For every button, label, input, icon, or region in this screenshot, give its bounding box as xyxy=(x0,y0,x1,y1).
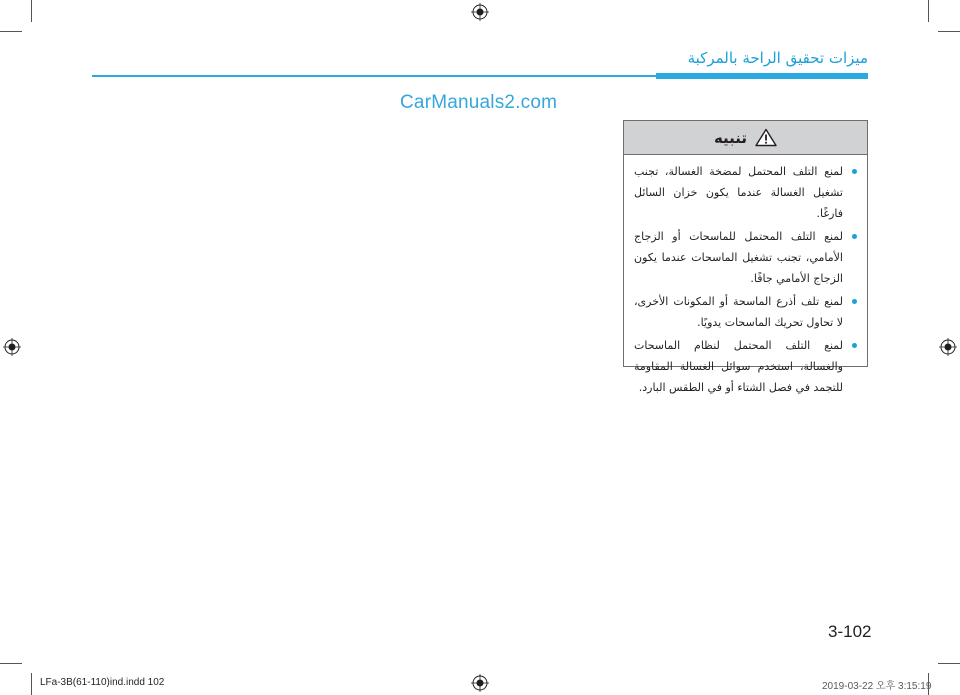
registration-mark-icon xyxy=(471,674,489,692)
registration-mark-icon xyxy=(471,3,489,21)
caution-box xyxy=(623,120,868,394)
bullet-icon xyxy=(852,169,857,174)
warning-triangle-icon xyxy=(755,128,777,147)
registration-mark-icon xyxy=(939,338,957,356)
footer-date-time: 2019-03-22 오후 3:15:19 xyxy=(822,681,932,692)
caution-item-text: لمنع التلف المحتمل للماسحات أو الزجاج الأمامي، تجنب تشغيل الماسحات عندما يكون الزجاج الأمامي جافًا. xyxy=(634,230,843,285)
footer-file-info: LFa-3B(61-110)ind.indd 102 xyxy=(40,677,165,688)
caution-item-text: لمنع التلف المحتمل لمضخة الغسالة، تجنب تشغيل الغسالة عندما يكون خزان السائل فارغًا. xyxy=(634,165,843,220)
watermark-text[interactable]: CarManuals2.com xyxy=(400,92,558,113)
page-number: 3-102 xyxy=(828,622,872,641)
caution-item xyxy=(634,161,857,224)
crop-mark-top-right-v xyxy=(928,0,929,22)
caution-item xyxy=(634,335,857,398)
bullet-icon xyxy=(852,299,857,304)
caution-header xyxy=(624,121,867,155)
caution-item-text: لمنع تلف أذرع الماسحة أو المكونات الأخرى، لا تحاول تحريك الماسحات يدويًا. xyxy=(634,295,843,329)
caution-title: تنبيه xyxy=(713,128,748,147)
crop-mark-bottom-left-v xyxy=(31,673,32,695)
crop-mark-top-left-h xyxy=(0,31,22,32)
registration-mark-icon xyxy=(3,338,21,356)
bullet-icon xyxy=(852,234,857,239)
crop-mark-bottom-right-h xyxy=(938,663,960,664)
crop-mark-top-left-v xyxy=(31,0,32,22)
bullet-icon xyxy=(852,343,857,348)
crop-mark-top-right-h xyxy=(938,31,960,32)
caution-body xyxy=(624,155,867,398)
crop-mark-bottom-left-h xyxy=(0,663,22,664)
header-accent-bar xyxy=(656,73,868,79)
section-title: ميزات تحقيق الراحة بالمركبة xyxy=(687,49,868,67)
caution-item-text: لمنع التلف المحتمل لنظام الماسحات والغسالة، استخدم سوائل الغسالة المقاومة للتجمد في فصل الشتاء أو في الطقس البارد. xyxy=(634,339,843,394)
caution-item xyxy=(634,291,857,333)
caution-item xyxy=(634,226,857,289)
